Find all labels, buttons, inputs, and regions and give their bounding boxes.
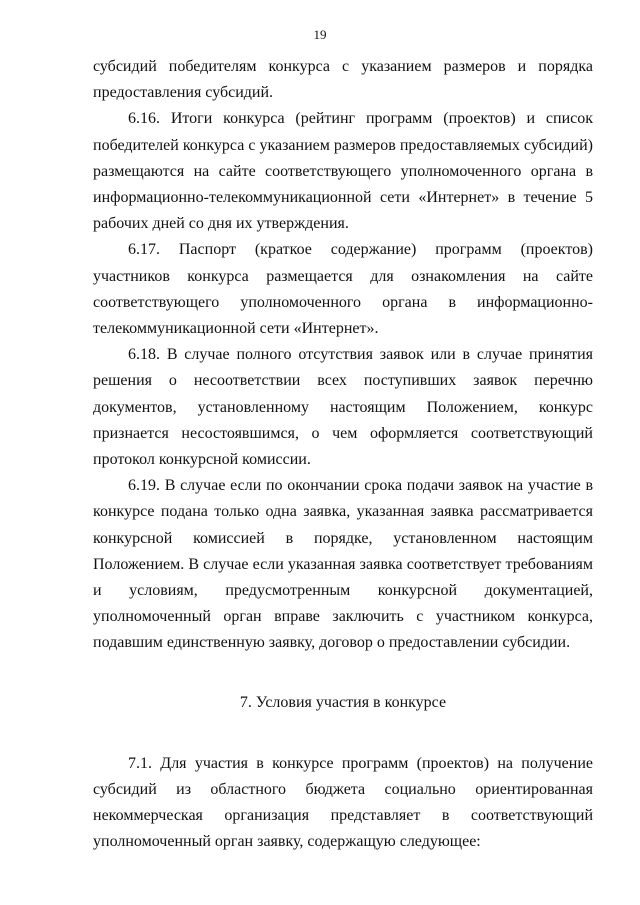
paragraph-6-19: 6.19. В случае если по окончании срока подачи заявок на участие в конкурсе подана только одна заявка, указанная заявка рассматривается конкурсной комиссией в порядке, установленном настоящим Положением. В случае если указанная заявка соответствует требованиям и условиям, предусмотренным конкурсной документацией, уполномоченный орган вправе заключить с участником конкурса, подавшим единственную заявку, договор о предоставлении субсидии.: [93, 477, 593, 652]
paragraph-6-17: 6.17. Паспорт (краткое содержание) программ (проектов) участников конкурса размещается для ознакомления на сайте соответствующего уполномоченного органа в информационно-телекоммуникационной сети «Интернет».: [93, 241, 593, 338]
page-number: 19: [313, 27, 327, 42]
paragraph-continuation: субсидий победителям конкурса с указанием размеров и порядка предоставления субсидий.: [93, 58, 593, 102]
paragraph-6-18: 6.18. В случае полного отсутствия заявок или в случае принятия решения о несоответствии всех поступивших заявок перечню документов, установленному настоящим Положением, конкурс признается несостоявшимся, о чем оформляется соответствующий протокол конкурсной комиссии.: [93, 346, 593, 469]
section-heading: 7. Условия участия в конкурсе: [239, 693, 447, 711]
paragraph-6-16: 6.16. Итоги конкурса (рейтинг программ (проектов) и список победителей конкурса с указанием размеров предоставляемых субсидий) размещаются на сайте соответствующего уполномоченного органа в информационно-телекоммуникационной сети «Интернет» в течение 5 рабочих дней со дня их утверждения.: [93, 110, 593, 233]
paragraph-7-1: 7.1. Для участия в конкурсе программ (проектов) на получение субсидий из областного бюджета социально ориентированная некоммерческая организация представляет в соответствующий уполномоченный орган заявку, содержащую следующее:: [93, 754, 593, 851]
document-body: [93, 54, 593, 856]
